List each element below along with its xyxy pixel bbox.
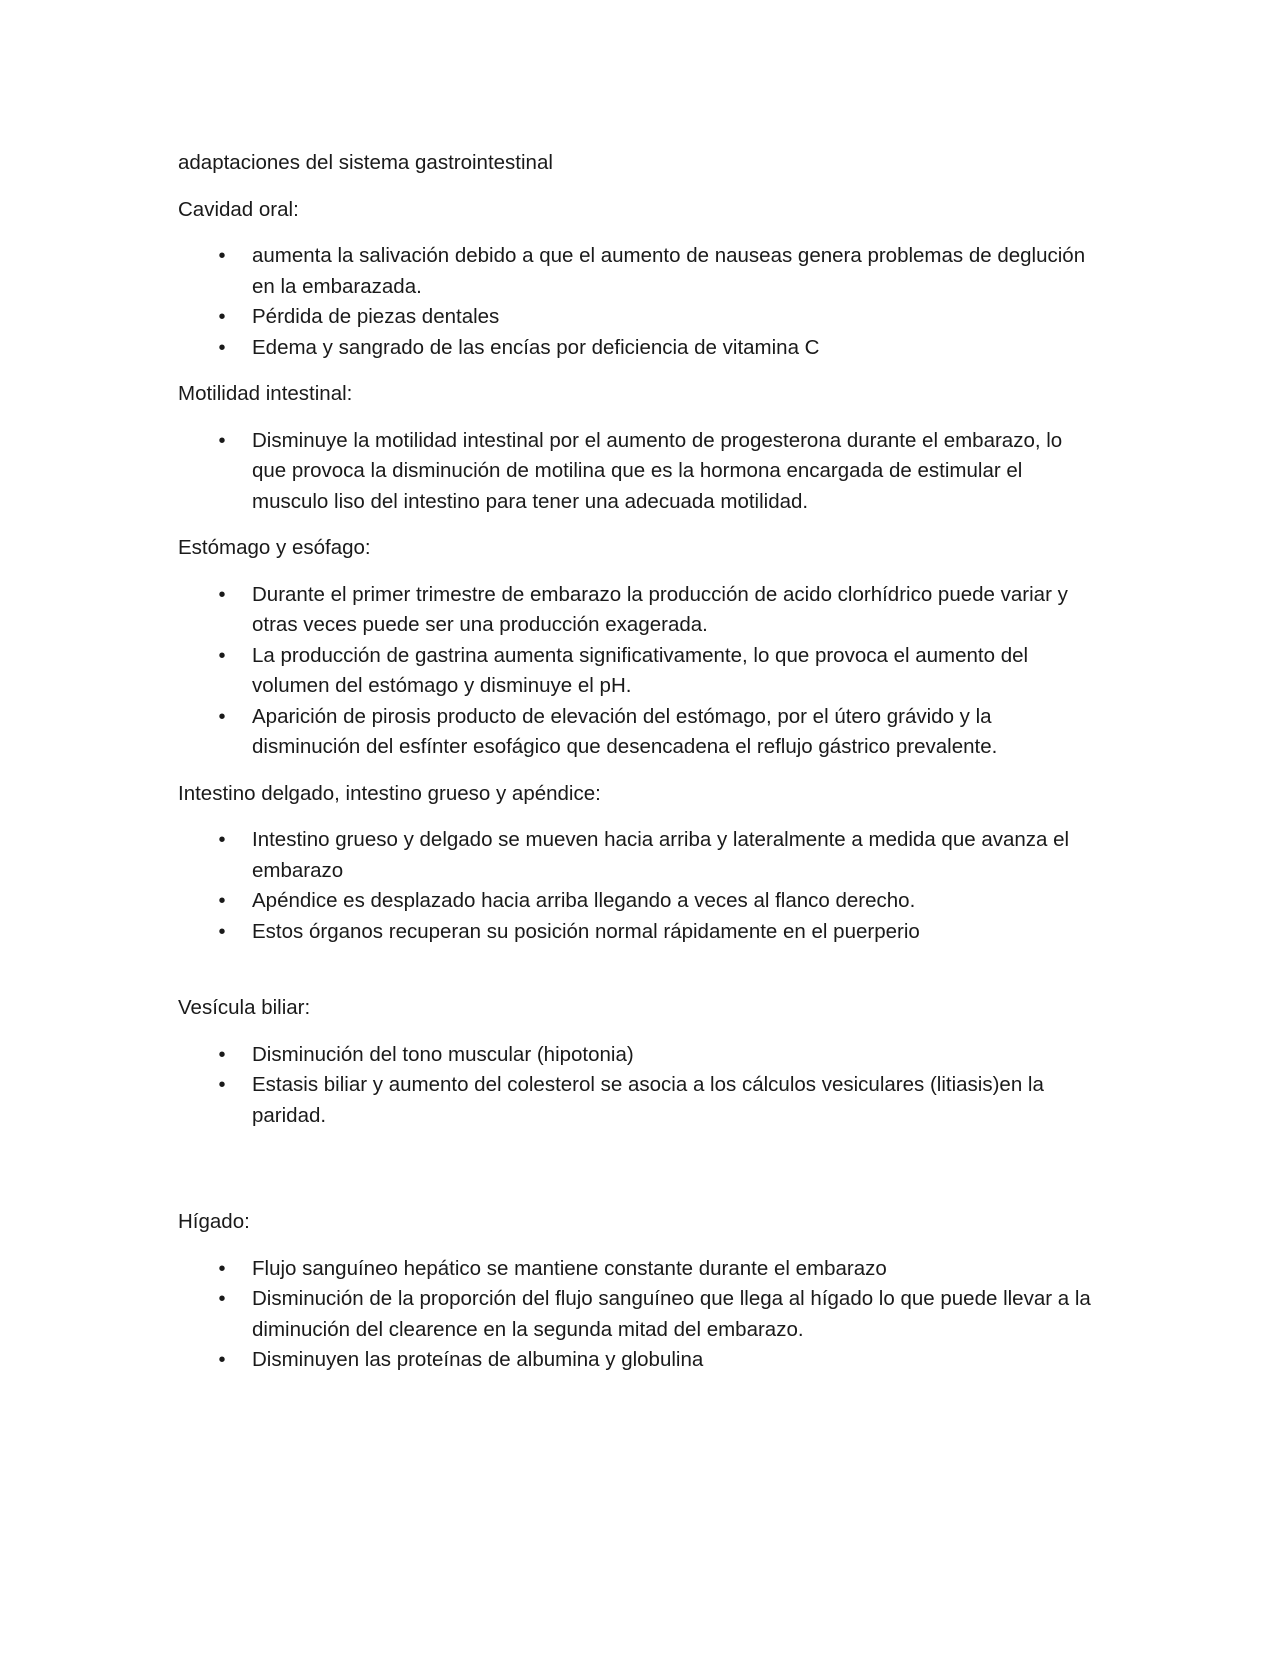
list-item bbox=[178, 1284, 1098, 1345]
list-item-text: Estos órganos recuperan su posición normal rápidamente en el puerperio bbox=[252, 919, 920, 943]
document-body bbox=[178, 148, 1098, 1392]
bullet-icon: • bbox=[218, 583, 226, 606]
list-item-text: aumenta la salivación debido a que el aumento de nauseas genera problemas de deglución en la embarazada. bbox=[252, 244, 1086, 298]
bullet-icon: • bbox=[218, 890, 226, 912]
list-item bbox=[178, 1040, 1098, 1071]
list-item-text: Disminución de la proporción del flujo sanguíneo que llega al hígado lo que puede llevar a la diminución del clearence en la segunda mitad del embarazo. bbox=[252, 1287, 1091, 1341]
list-item-text: Intestino grueso y delgado se mueven hacia arriba y lateralmente a medida que avanza el embarazo bbox=[252, 828, 1070, 882]
bullet-icon: • bbox=[218, 336, 226, 359]
blank-line bbox=[178, 963, 1098, 993]
list-item-text: Disminución del tono muscular (hipotonia) bbox=[252, 1042, 634, 1066]
section-heading-cavidad-oral: Cavidad oral: bbox=[178, 197, 299, 221]
list-item bbox=[178, 580, 1098, 641]
list-item bbox=[178, 1254, 1098, 1285]
bullet-icon: • bbox=[218, 829, 226, 851]
list-item bbox=[178, 1070, 1098, 1131]
bullet-icon: • bbox=[218, 1288, 226, 1310]
bullet-icon: • bbox=[218, 306, 226, 328]
list-item bbox=[178, 241, 1098, 302]
list-item-text: Pérdida de piezas dentales bbox=[252, 305, 500, 328]
list-item-text: Disminuye la motilidad intestinal por el aumento de progesterona durante el embarazo, lo que provoca la disminución de motilina que es la hormona encargada de estimular el musculo liso del intestino para tener una adecuada motilidad. bbox=[252, 428, 1063, 513]
bullet-list-vesicula-biliar bbox=[178, 1040, 1098, 1132]
list-item bbox=[178, 641, 1098, 702]
list-item bbox=[178, 1345, 1098, 1376]
blank-line bbox=[178, 1147, 1098, 1207]
list-item bbox=[178, 917, 1098, 948]
list-item-text: La producción de gastrina aumenta significativamente, lo que provoca el aumento del volumen del estómago y disminuye el pH. bbox=[252, 643, 1029, 697]
list-item-text: Edema y sangrado de las encías por deficiencia de vitamina C bbox=[252, 335, 820, 359]
list-item bbox=[178, 702, 1098, 763]
bullet-list-cavidad-oral bbox=[178, 241, 1098, 363]
bullet-list-motilidad-intestinal bbox=[178, 426, 1098, 518]
document-title: adaptaciones del sistema gastrointestinal bbox=[178, 151, 553, 174]
bullet-icon: • bbox=[218, 705, 226, 728]
bullet-icon: • bbox=[218, 1074, 226, 1096]
bullet-list-higado bbox=[178, 1254, 1098, 1376]
bullet-list-intestinos-apendice bbox=[178, 825, 1098, 947]
list-item bbox=[178, 825, 1098, 886]
bullet-icon: • bbox=[218, 1043, 226, 1066]
list-item-text: Durante el primer trimestre de embarazo la producción de acido clorhídrico puede variar y otras veces puede ser una producción exagerada. bbox=[252, 582, 1068, 636]
list-item-text: Disminuyen las proteínas de albumina y globulina bbox=[252, 1348, 704, 1371]
bullet-icon: • bbox=[218, 429, 226, 452]
list-item-text: Aparición de pirosis producto de elevación del estómago, por el útero grávido y la disminución del esfínter esofágico que desencadena el reflujo gástrico prevalente. bbox=[252, 704, 998, 758]
list-item bbox=[178, 886, 1098, 917]
section-heading-motilidad-intestinal: Motilidad intestinal: bbox=[178, 382, 353, 405]
bullet-icon: • bbox=[218, 644, 226, 667]
section-heading-higado: Hígado: bbox=[178, 1210, 250, 1233]
bullet-icon: • bbox=[218, 920, 226, 943]
list-item bbox=[178, 426, 1098, 518]
bullet-list-estomago-esofago bbox=[178, 580, 1098, 763]
list-item-text: Flujo sanguíneo hepático se mantiene constante durante el embarazo bbox=[252, 1256, 887, 1280]
list-item-text: Apéndice es desplazado hacia arriba llegando a veces al flanco derecho. bbox=[252, 889, 916, 912]
section-heading-estomago-esofago: Estómago y esófago: bbox=[178, 536, 371, 559]
bullet-icon: • bbox=[218, 245, 226, 267]
list-item bbox=[178, 333, 1098, 364]
bullet-icon: • bbox=[218, 1349, 226, 1371]
section-heading-vesicula-biliar: Vesícula biliar: bbox=[178, 996, 311, 1019]
section-heading-intestinos-apendice: Intestino delgado, intestino grueso y apéndice: bbox=[178, 781, 601, 805]
list-item bbox=[178, 302, 1098, 333]
list-item-text: Estasis biliar y aumento del colesterol se asocia a los cálculos vesiculares (litiasis)en la paridad. bbox=[252, 1073, 1044, 1127]
bullet-icon: • bbox=[218, 1257, 226, 1280]
